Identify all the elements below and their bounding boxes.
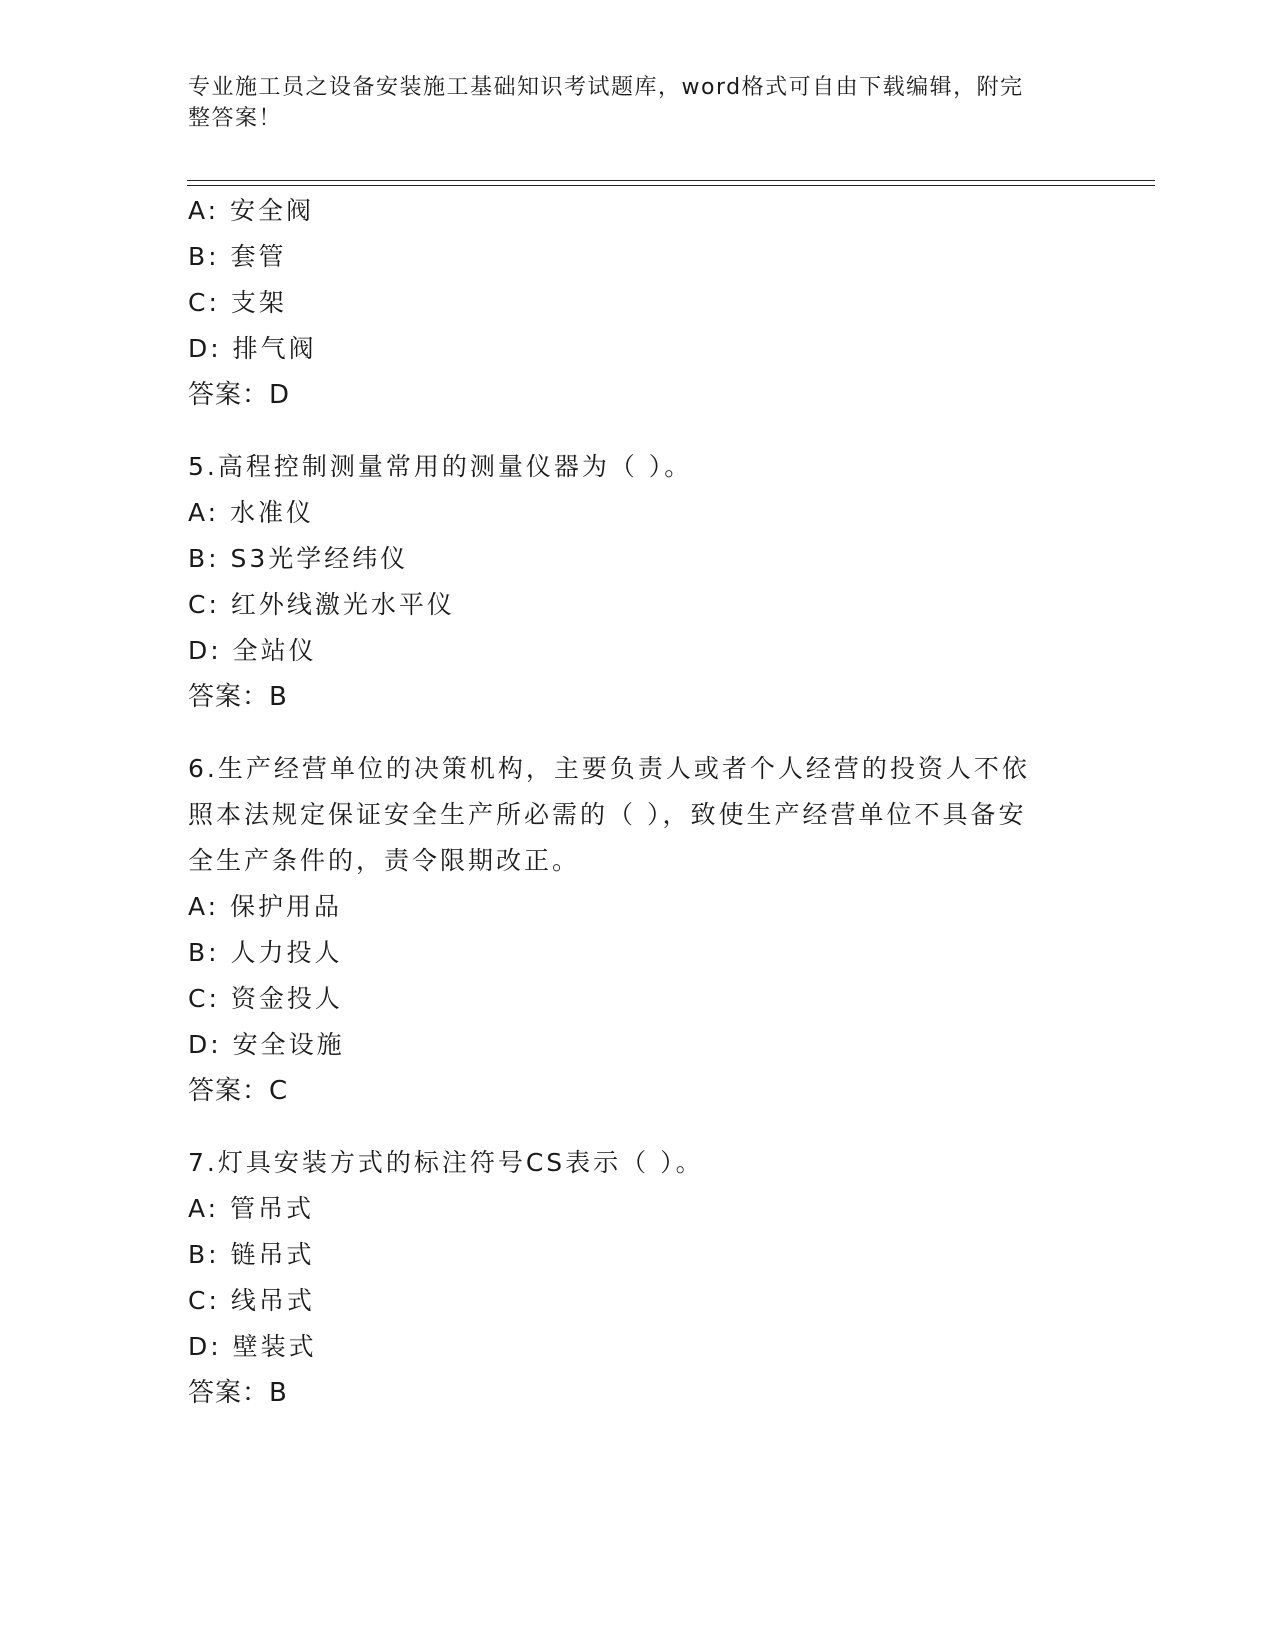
question-text bbox=[188, 746, 1088, 884]
option-c: C: 资金投人 bbox=[188, 984, 343, 1013]
question-5 bbox=[188, 444, 1088, 720]
question-text-line: 全生产条件的，责令限期改正。 bbox=[188, 846, 581, 875]
question-text-line: 6.生产经营单位的决策机构，主要负责人或者个人经营的投资人不依 bbox=[188, 754, 1030, 783]
answer-line: 答案：D bbox=[188, 380, 291, 410]
option-c: C: 线吊式 bbox=[188, 1286, 315, 1315]
option-d: D: 全站仪 bbox=[188, 636, 317, 665]
question-text-line: 5.高程控制测量常用的测量仪器为（ ）。 bbox=[188, 452, 693, 481]
answer-line: 答案：C bbox=[188, 1076, 289, 1106]
header-divider bbox=[187, 185, 1155, 186]
answer-line: 答案：B bbox=[188, 682, 288, 712]
question-text bbox=[188, 444, 1088, 490]
option-c: C: 红外线激光水平仪 bbox=[188, 590, 455, 619]
option-b: B: S3光学经纬仪 bbox=[188, 544, 409, 573]
question-text-line: 7.灯具安装方式的标注符号CS表示（ ）。 bbox=[188, 1148, 704, 1177]
option-a: A: 管吊式 bbox=[188, 1194, 315, 1223]
option-d: D: 壁装式 bbox=[188, 1332, 317, 1361]
option-a: A: 安全阀 bbox=[188, 196, 315, 225]
question-text-line: 照本法规定保证安全生产所必需的（ ），致使生产经营单位不具备安 bbox=[188, 800, 1027, 829]
question-6 bbox=[188, 746, 1088, 1114]
option-a: A: 水准仪 bbox=[188, 498, 315, 527]
question-fragment bbox=[188, 188, 1088, 418]
option-c: C: 支架 bbox=[188, 288, 287, 317]
header-line: 整答案！ bbox=[188, 106, 283, 131]
document-header bbox=[188, 72, 1078, 134]
question-list bbox=[188, 188, 1088, 1416]
option-b: B: 链吊式 bbox=[188, 1240, 315, 1269]
option-d: D: 排气阀 bbox=[188, 334, 317, 363]
header-divider bbox=[187, 180, 1155, 181]
option-a: A: 保护用品 bbox=[188, 892, 343, 921]
option-d: D: 安全设施 bbox=[188, 1030, 345, 1059]
answer-line: 答案：B bbox=[188, 1378, 288, 1408]
question-text bbox=[188, 1140, 1088, 1186]
header-line: 专业施工员之设备安装施工基础知识考试题库，word格式可自由下载编辑，附完 bbox=[188, 75, 1024, 100]
option-b: B: 套管 bbox=[188, 242, 287, 271]
question-7 bbox=[188, 1140, 1088, 1416]
option-b: B: 人力投人 bbox=[188, 938, 343, 967]
